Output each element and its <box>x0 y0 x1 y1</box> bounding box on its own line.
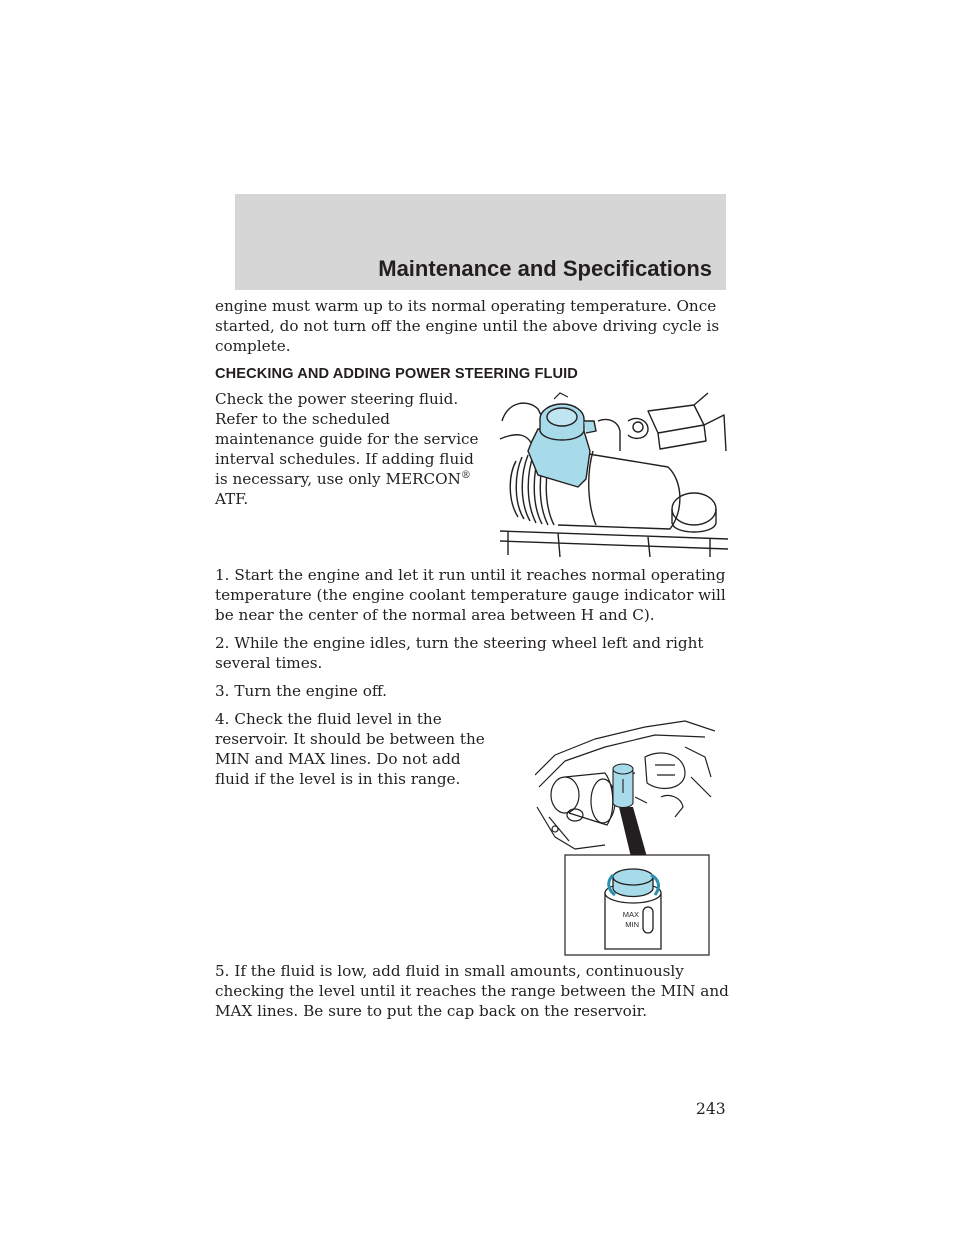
min-label: MIN <box>625 920 639 929</box>
engine-illustration-reservoir <box>498 391 730 557</box>
intro-paragraph: engine must warm up to its normal operating temperature. Once started, do not turn off the engine until the above driving cycle is complete. <box>215 297 720 355</box>
step-4: 4. Check the fluid level in the reservoir. It should be between the MIN and MAX lines. Do not add fluid if the level is in this range. <box>215 710 485 788</box>
check-text-before: Check the power steering fluid. Refer to the scheduled maintenance guide for the service interval schedules. If adding fluid is necessary, use only MERCON <box>215 390 479 488</box>
section-title: CHECKING AND ADDING POWER STEERING FLUID <box>215 366 578 382</box>
level-row <box>215 709 730 957</box>
step-3: 3. Turn the engine off. <box>215 682 387 700</box>
page-content <box>215 296 730 1029</box>
registered-mark: ® <box>460 469 471 481</box>
reservoir-level-illustration <box>535 717 715 957</box>
header-title: Maintenance and Specifications <box>378 256 712 281</box>
step-2: 2. While the engine idles, turn the steering wheel left and right several times. <box>215 634 704 672</box>
check-row <box>215 389 730 557</box>
max-label: MAX <box>622 910 639 919</box>
page-header <box>235 194 726 290</box>
check-text-after: ATF. <box>215 490 249 508</box>
step-1: 1. Start the engine and let it run until it reaches normal operating temperature (the engine coolant temperature gauge indicator will be near the center of the normal area between H and C). <box>215 566 726 624</box>
step-5: 5. If the fluid is low, add fluid in small amounts, continuously checking the level until it reaches the range between the MIN and MAX lines. Be sure to put the cap back on the reservoir. <box>215 962 729 1020</box>
page-number: 243 <box>696 1100 726 1118</box>
check-paragraph <box>215 389 485 557</box>
